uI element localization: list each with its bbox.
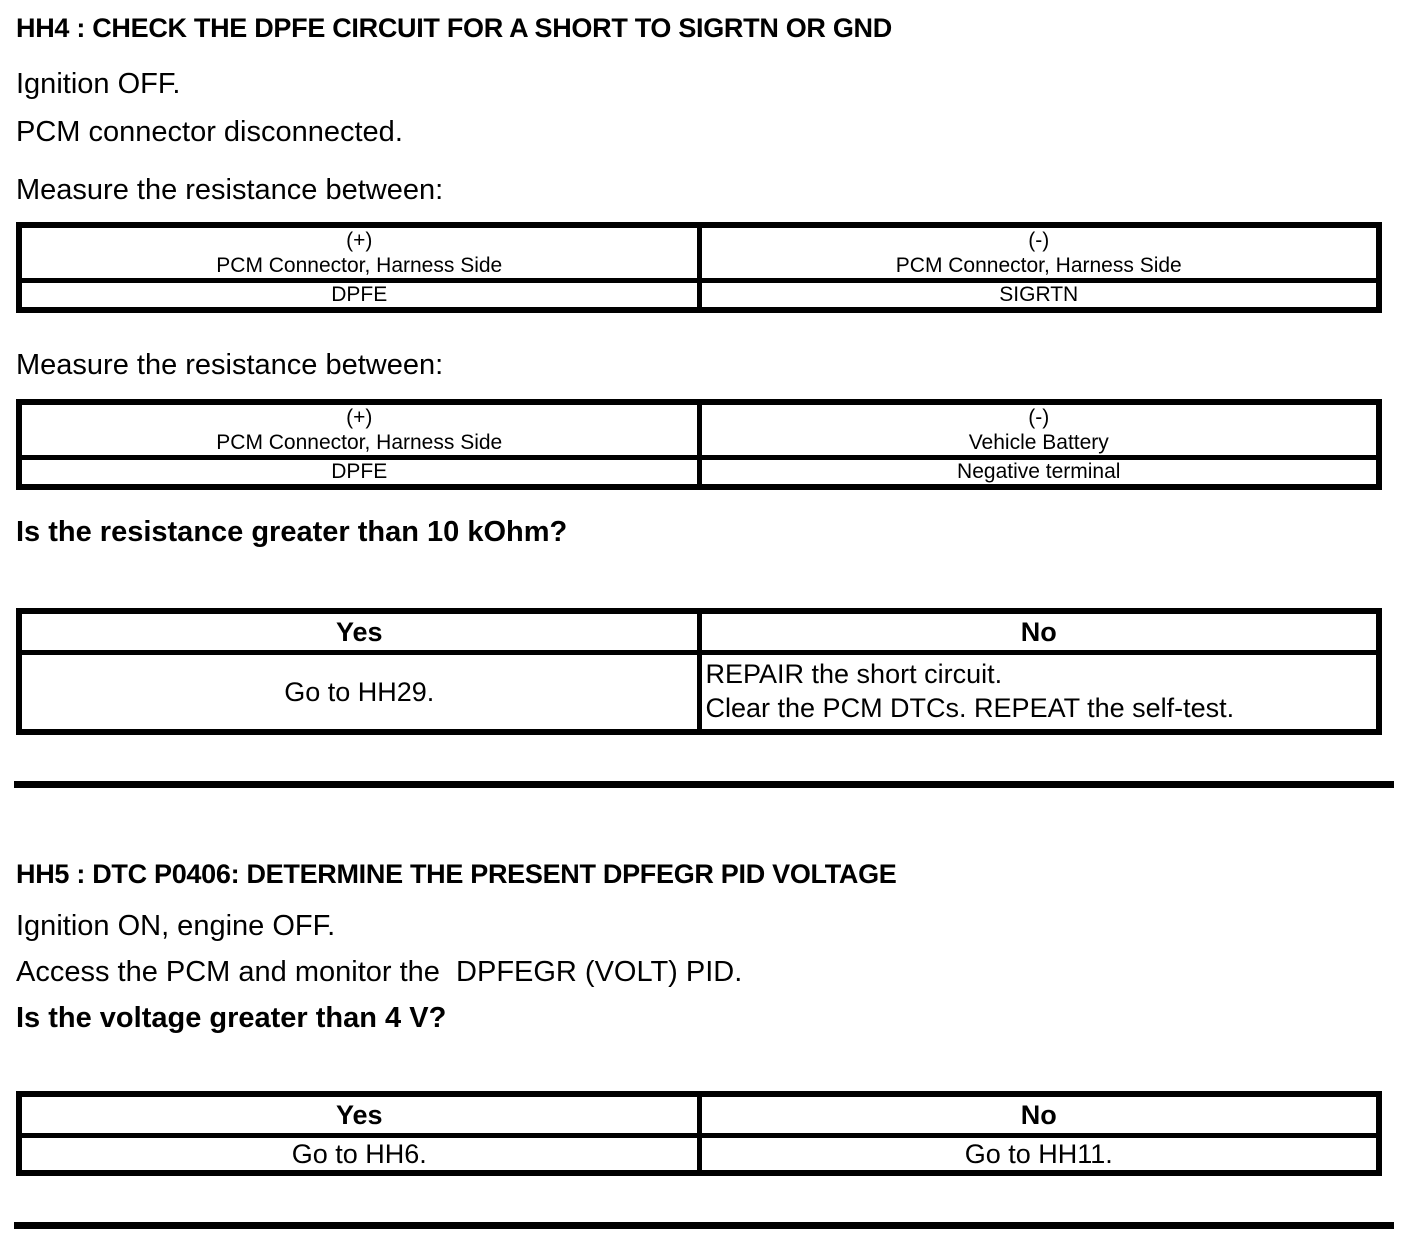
hh4-measure-label-1: Measure the resistance between:: [16, 174, 444, 206]
negative-terminal-header-cell: [699, 225, 1379, 281]
yes-action-cell: Go to HH6.: [19, 1136, 699, 1174]
no-header-cell: No: [699, 611, 1379, 653]
table-data-row: [19, 281, 1379, 311]
decision-action-row: [19, 1136, 1379, 1174]
yes-header-cell: Yes: [19, 1094, 699, 1136]
positive-location: PCM Connector, Harness Side: [216, 431, 503, 454]
decision-action-row: [19, 653, 1379, 733]
positive-point-cell: DPFE: [19, 281, 699, 311]
decision-header-row: [19, 611, 1379, 653]
no-action-cell: [699, 653, 1379, 733]
table-data-row: [19, 458, 1379, 488]
table-header-row: [19, 225, 1379, 281]
no-action-line-1: REPAIR the short circuit.: [705, 659, 1003, 689]
negative-location: Vehicle Battery: [968, 431, 1109, 454]
hh4-measurement-table-2: [16, 399, 1382, 490]
positive-point-cell: DPFE: [19, 458, 699, 488]
hh5-question: Is the voltage greater than 4 V?: [16, 1002, 447, 1034]
hh4-step-pcm-connector: PCM connector disconnected.: [16, 116, 403, 148]
positive-terminal-header-cell: [19, 402, 699, 458]
hh4-question: Is the resistance greater than 10 kOhm?: [16, 516, 568, 548]
negative-sign: (-): [1028, 406, 1050, 429]
page-bottom-rule: [14, 1222, 1394, 1229]
hh4-step-ignition: Ignition OFF.: [16, 68, 181, 100]
hh4-decision-table: [16, 608, 1382, 735]
hh4-measure-label-2: Measure the resistance between:: [16, 349, 444, 381]
hh5-step-ignition: Ignition ON, engine OFF.: [16, 910, 336, 942]
section-hh4-heading: HH4 : CHECK THE DPFE CIRCUIT FOR A SHORT TO SIGRTN OR GND: [16, 13, 892, 43]
section-hh5-heading: HH5 : DTC P0406: DETERMINE THE PRESENT DPFEGR PID VOLTAGE: [16, 859, 897, 889]
positive-terminal-header-cell: [19, 225, 699, 281]
positive-location: PCM Connector, Harness Side: [216, 254, 503, 277]
no-header-cell: No: [699, 1094, 1379, 1136]
negative-sign: (-): [1028, 229, 1050, 252]
hh5-decision-table: [16, 1091, 1382, 1176]
decision-header-row: [19, 1094, 1379, 1136]
yes-action-cell: Go to HH29.: [19, 653, 699, 733]
negative-point-cell: SIGRTN: [699, 281, 1379, 311]
section-divider-rule: [14, 781, 1394, 788]
negative-point-cell: Negative terminal: [699, 458, 1379, 488]
table-header-row: [19, 402, 1379, 458]
hh4-measurement-table-1: [16, 222, 1382, 313]
negative-terminal-header-cell: [699, 402, 1379, 458]
positive-sign: (+): [346, 229, 373, 252]
yes-header-cell: Yes: [19, 611, 699, 653]
no-action-line-2: Clear the PCM DTCs. REPEAT the self-test.: [705, 693, 1235, 723]
positive-sign: (+): [346, 406, 373, 429]
negative-location: PCM Connector, Harness Side: [895, 254, 1182, 277]
no-action-cell: Go to HH11.: [699, 1136, 1379, 1174]
hh5-step-access: Access the PCM and monitor the DPFEGR (VOLT) PID.: [16, 956, 743, 988]
